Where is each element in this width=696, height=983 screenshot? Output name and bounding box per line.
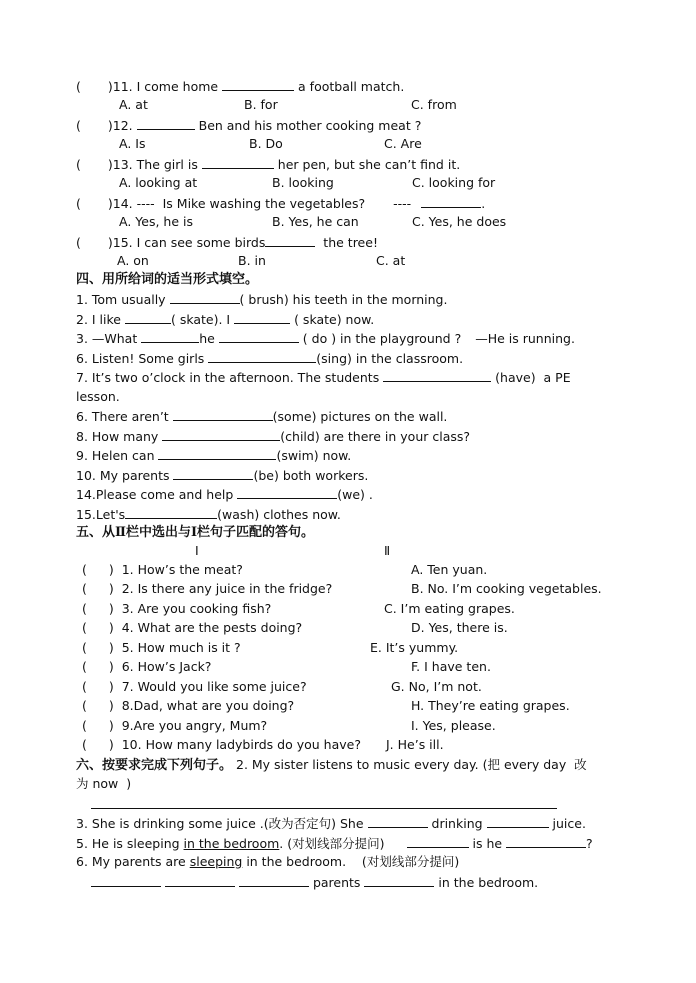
fill-item-8: 8. How many (child) are there in your class?	[76, 429, 471, 444]
option-a: A. at	[119, 97, 148, 112]
question-text: I come home	[132, 79, 223, 94]
answer-line[interactable]	[91, 808, 557, 809]
dash: ----	[393, 196, 412, 211]
match-row-3: ( ) 3. Are you cooking fish?	[82, 601, 272, 616]
answer-blank[interactable]	[407, 835, 469, 848]
option-b: B. Yes, he can	[272, 214, 359, 229]
answer-blank[interactable]	[137, 117, 195, 130]
answer-blank[interactable]	[421, 195, 481, 208]
question-15	[76, 234, 378, 251]
underlined-phrase: in the bedroom	[183, 836, 280, 851]
answer-blank[interactable]	[125, 506, 217, 519]
answer-blank[interactable]	[162, 428, 280, 441]
fill-item-3: 3. —What he ( do ) in the playground ? —He is running.	[76, 331, 575, 346]
match-row-1: ( ) 1. How’s the meat?	[82, 562, 243, 577]
question-text: The girl is	[132, 157, 202, 172]
match-row-5: ( ) 5. How much is it ?	[82, 640, 241, 655]
match-row-8: ( ) 8.Dad, what are you doing?	[82, 698, 295, 713]
fill-item-15: 15.Let's (wash) clothes now.	[76, 507, 341, 522]
question-12	[76, 117, 421, 134]
answer-blank[interactable]	[165, 874, 235, 887]
match-answer-j: J. He’s ill.	[386, 737, 444, 752]
answer-blank[interactable]	[364, 874, 434, 887]
column-header-1: Ⅰ	[195, 543, 199, 558]
question-text: the tree!	[315, 235, 378, 250]
answer-blank[interactable]	[173, 467, 253, 480]
section-4-title: 四、用所给词的适当形式填空。	[76, 272, 259, 287]
underlined-phrase: sleeping	[189, 854, 243, 869]
answer-blank[interactable]	[158, 447, 276, 460]
answer-blank[interactable]	[208, 350, 316, 363]
fill-item-6: 6. Listen! Some girls (sing) in the classroom.	[76, 351, 464, 366]
answer-blank[interactable]	[141, 330, 199, 343]
answer-blank[interactable]	[91, 874, 161, 887]
fill-item-14: 14.Please come and help (we) .	[76, 487, 373, 502]
answer-blank[interactable]	[487, 815, 549, 828]
answer-blank[interactable]	[202, 156, 274, 169]
answer-paren[interactable]: (	[76, 118, 81, 133]
option-a: A. Is	[119, 136, 146, 151]
section-6-q5: 5. He is sleeping in the bedroom. (对划线部分提问) is he ?	[76, 836, 593, 851]
section-5-title: 五、从Ⅱ栏中选出与Ⅰ栏句子匹配的答句。	[76, 525, 315, 540]
question-text: ---- Is Mike washing the vegetables?	[132, 196, 366, 211]
question-text: her pen, but she can’t find it.	[273, 157, 461, 172]
option-b: B. in	[238, 253, 266, 268]
fill-item-7: 7. It’s two o’clock in the afternoon. The students (have) a PE	[76, 370, 571, 385]
option-c: C. Yes, he does	[412, 214, 507, 229]
option-a: A. looking at	[119, 175, 198, 190]
match-answer-h: H. They’re eating grapes.	[411, 698, 570, 713]
answer-paren[interactable]: (	[76, 196, 81, 211]
question-number: )12.	[107, 118, 133, 133]
section-6-q2-cont: 为 now )	[76, 776, 132, 791]
question-number: )14.	[107, 196, 133, 211]
question-text: I can see some birds	[132, 235, 266, 250]
match-answer-a: A. Ten yuan.	[411, 562, 488, 577]
fill-item-9: 9. Helen can (swim) now.	[76, 448, 352, 463]
match-answer-f: F. I have ten.	[411, 659, 491, 674]
option-c: C. at	[376, 253, 406, 268]
option-c: C. Are	[384, 136, 422, 151]
question-text: a football match.	[294, 79, 405, 94]
option-b: B. for	[244, 97, 278, 112]
answer-blank[interactable]	[237, 486, 337, 499]
option-a: A. on	[117, 253, 149, 268]
match-answer-d: D. Yes, there is.	[411, 620, 508, 635]
question-11	[76, 78, 404, 95]
option-b: B. looking	[272, 175, 334, 190]
option-b: B. Do	[249, 136, 283, 151]
match-answer-b: B. No. I’m cooking vegetables.	[411, 581, 602, 596]
fill-item-2: 2. I like ( skate). I ( skate) now.	[76, 312, 375, 327]
answer-paren[interactable]: (	[76, 157, 81, 172]
match-row-6: ( ) 6. How’s Jack?	[82, 659, 212, 674]
question-number: )15.	[107, 235, 133, 250]
answer-blank[interactable]	[222, 78, 294, 91]
match-answer-e: E. It’s yummy.	[370, 640, 459, 655]
answer-blank[interactable]	[383, 369, 491, 382]
question-13	[76, 156, 460, 173]
question-text: Ben and his mother cooking meat ?	[194, 118, 422, 133]
match-row-4: ( ) 4. What are the pests doing?	[82, 620, 303, 635]
answer-blank[interactable]	[234, 311, 290, 324]
answer-blank[interactable]	[265, 234, 315, 247]
match-answer-c: C. I’m eating grapes.	[384, 601, 515, 616]
match-row-2: ( ) 2. Is there any juice in the fridge?	[82, 581, 333, 596]
match-row-10: ( ) 10. How many ladybirds do you have?	[82, 737, 361, 752]
answer-blank[interactable]	[239, 874, 309, 887]
option-c: C. looking for	[412, 175, 496, 190]
fill-item-7-cont: lesson.	[76, 389, 120, 404]
section-6-q2: 六、按要求完成下列句子。 2. My sister listens to music every day. (把 every day 改	[76, 757, 587, 773]
question-number: )11.	[107, 79, 133, 94]
answer-blank[interactable]	[506, 835, 586, 848]
section-6-title: 六、按要求完成下列句子。	[76, 758, 233, 773]
match-answer-i: I. Yes, please.	[411, 718, 496, 733]
fill-item-10: 10. My parents (be) both workers.	[76, 468, 369, 483]
question-number: )13.	[107, 157, 133, 172]
answer-blank[interactable]	[170, 291, 240, 304]
match-answer-g: G. No, I’m not.	[391, 679, 482, 694]
fill-item-1: 1. Tom usually ( brush) his teeth in the morning.	[76, 292, 448, 307]
section-6-q3: 3. She is drinking some juice .(改为否定句) She drinking juice.	[76, 816, 586, 831]
answer-paren[interactable]: (	[76, 235, 81, 250]
option-c: C. from	[411, 97, 457, 112]
section-6-q6: 6. My parents are sleeping in the bedroom. (对划线部分提问)	[76, 854, 460, 869]
match-row-9: ( ) 9.Are you angry, Mum?	[82, 718, 268, 733]
answer-paren[interactable]: (	[76, 79, 81, 94]
answer-blank[interactable]	[125, 311, 171, 324]
answer-blank[interactable]	[368, 815, 428, 828]
fill-item-6b: 6. There aren’t (some) pictures on the wall.	[76, 409, 448, 424]
question-text: .	[481, 196, 486, 211]
answer-blank[interactable]	[219, 330, 299, 343]
section-6-q6-answer: parents in the bedroom.	[91, 874, 538, 891]
question-14	[76, 195, 485, 212]
option-a: A. Yes, he is	[119, 214, 193, 229]
answer-blank[interactable]	[173, 408, 273, 421]
match-row-7: ( ) 7. Would you like some juice?	[82, 679, 307, 694]
column-header-2: Ⅱ	[384, 543, 391, 558]
